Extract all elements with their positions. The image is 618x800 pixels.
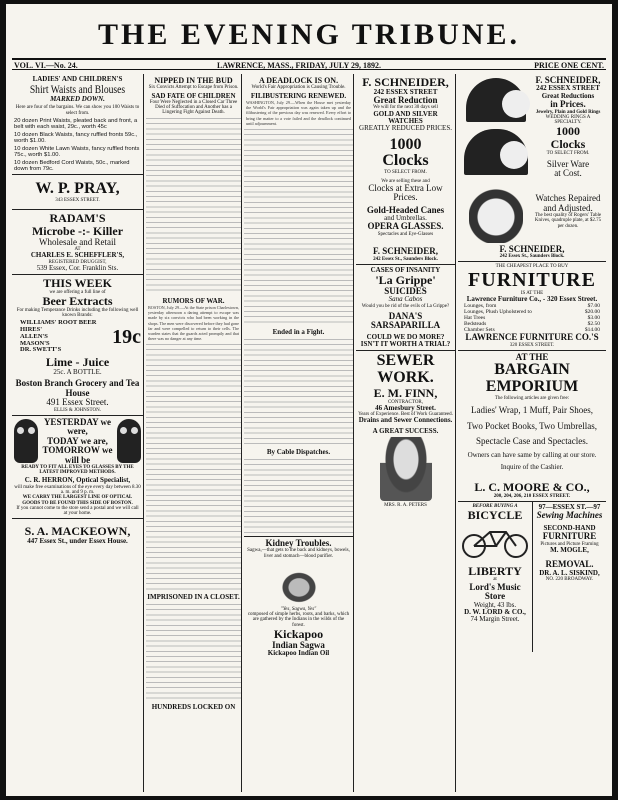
- ad-line: CONTRACTOR,: [387, 399, 424, 405]
- column-3: [244, 74, 354, 792]
- article-body: [244, 336, 353, 446]
- druggist-address: 539 Essex, Cor. Franklin Sts.: [36, 263, 119, 272]
- bargain-emporium-ad: [458, 351, 606, 502]
- doctor-name: DR. A. L. SISKIND,: [539, 568, 600, 577]
- ad-line: YESTERDAY we were,: [43, 416, 112, 437]
- ad-item: 10 dozen Black Waists, fancy ruffled fronts 59c., worth $1.00.: [14, 131, 138, 145]
- schneider-middle: [460, 125, 604, 178]
- furniture-ad: [458, 262, 606, 351]
- lime-juice-title: Lime - Juice: [45, 355, 110, 370]
- merchant-address: 447 Essex St., under Essex House.: [27, 536, 128, 545]
- clock-count: 1000: [556, 124, 580, 139]
- column-1: [12, 74, 144, 792]
- schneider-ad-left: [356, 74, 455, 265]
- ad-title: 'La Grippe': [375, 273, 436, 288]
- store-address: 491 Essex Street.: [46, 397, 109, 408]
- ad-title: Sewing Machines: [536, 510, 603, 521]
- ad-line: we are offering a full line of: [49, 289, 106, 295]
- ad-heading: LADIES' AND CHILDREN'S: [32, 75, 123, 83]
- optician-name: C. R. HERRON, Optical Specialist,: [24, 476, 131, 485]
- ad-line: SECOND-HAND: [543, 523, 596, 532]
- ad-line: Ladies' Wrap, 1 Muff, Pair Shoes,: [471, 405, 593, 416]
- article-body: [146, 341, 241, 591]
- ad-title: Shirt Waists and Blouses: [29, 82, 126, 97]
- ad-line: OPERA GLASSES.: [367, 221, 444, 232]
- ad-line: Weight, 43 lbs.: [473, 600, 517, 609]
- newspaper-page: [6, 4, 612, 796]
- headline: By Cable Dispatches.: [266, 448, 331, 457]
- schneider-top: [460, 76, 604, 125]
- article-body: [146, 601, 241, 701]
- ad-line: READY TO FIT ALL EYES TO GLASSES BY THE LATEST IMPROVED METHODS.: [21, 464, 134, 476]
- ad-subtitle: MARKED DOWN.: [50, 94, 105, 103]
- price-item: Hat Trees: [464, 315, 486, 322]
- headline: HUNDREDS LOCKED ON: [151, 703, 236, 712]
- ad-line: Two Pocket Books, Two Umbrellas,: [466, 420, 598, 431]
- headline: RUMORS OF WAR.: [162, 297, 225, 305]
- contractor-address: 46 Amesbury Street.: [375, 403, 436, 412]
- dateline: LAWRENCE, MASS., FRIDAY, JULY 29, 1892.: [217, 61, 381, 70]
- ad-line: Wholesale and Retail: [39, 236, 116, 247]
- ad-title: WORK.: [377, 369, 434, 387]
- store-name: LAWRENCE FURNITURE CO.'S: [465, 332, 599, 343]
- druggist-name: CHARLES E. SCHEFFLER'S,: [30, 251, 125, 260]
- sewing-machines-ad: [533, 502, 606, 652]
- brand-name: Kickapoo Indian Oil: [267, 648, 330, 657]
- ad-line: COULD WE DO MORE?: [366, 332, 445, 341]
- ad-item: 10 dozen White Lawn Waists, fancy ruffled fronts 75c., worth $1.00.: [14, 146, 140, 159]
- ad-line: Great Reduction: [373, 94, 438, 105]
- merchant-street: 242 ESSEX STREET: [536, 84, 600, 93]
- brands: [14, 320, 96, 354]
- ad-line: and Adjusted.: [543, 202, 593, 213]
- ladies-waists-ad: [12, 74, 143, 175]
- ad-line: FURNITURE: [542, 531, 597, 542]
- ad-title: BICYCLE: [467, 508, 523, 523]
- optical-ad: [12, 416, 143, 520]
- ad-line: IS AT THE: [520, 290, 544, 296]
- article-body: [244, 126, 353, 326]
- ad-title: FURNITURE: [468, 268, 596, 291]
- headline: FILIBUSTERING RENEWED.: [250, 92, 347, 100]
- product-title: Microbe -:- Killer: [31, 224, 124, 239]
- ad-line: TO SELECT FROM.: [546, 150, 590, 156]
- merchant-street: 242 ESSEX STREET: [373, 87, 438, 96]
- ad-line: will make free examinations of the eye every day between 8.30 a. m. and 9 p. m.: [14, 484, 141, 496]
- woman-portrait-illustration: [380, 437, 432, 501]
- brand: WILLIAMS' ROOT BEER: [20, 319, 97, 327]
- price: PRICE ONE CENT.: [534, 61, 604, 70]
- mantel-clock-illustration: [466, 78, 526, 122]
- ad-line: If you cannot come to the store send a postal and we will call at your home.: [16, 505, 139, 517]
- ad-line: WEDDING RINGS A SPECIALTY.: [545, 114, 591, 126]
- ad-line: and Umbrellas.: [384, 214, 427, 223]
- brand-name: Indian Sagwa: [272, 639, 325, 650]
- store-name: Lawrence Furniture Co., - 320 Essex Street.: [466, 294, 598, 303]
- bicycle-ad: [458, 502, 533, 652]
- mackeown-ad: [12, 519, 143, 551]
- ad-title: Beer Extracts: [42, 294, 113, 309]
- price-value: $3.00: [587, 315, 600, 322]
- brand-name: LIBERTY: [468, 563, 522, 578]
- ad-line: at Cost.: [554, 168, 582, 179]
- article-body: [146, 115, 241, 295]
- merchant-name: F. SCHNEIDER,: [535, 75, 601, 85]
- ad-line: Would you be rid of the evils of La Grippe?: [361, 303, 450, 309]
- ad-line: For making Temperance Drinks including the following well known Brands:: [16, 307, 139, 318]
- ad-line: TO SELECT FROM.: [384, 170, 427, 176]
- dana-sarsaparilla-ad: [356, 265, 455, 352]
- ad-line: AT THE: [515, 351, 549, 362]
- owl-row: [14, 418, 141, 465]
- ad-title: SEWER: [376, 352, 435, 370]
- schneider-bottom: [460, 179, 604, 245]
- merchant-name: F. SCHNEIDER,: [362, 75, 449, 89]
- ad-line: Years of Experience. Best of Work Guaranteed.: [358, 412, 453, 418]
- ad-line: The best quality of Rogers' Table Knives, quadruple plate, at $2.75 per dozen.: [534, 213, 602, 229]
- price-value: $20.00: [584, 309, 600, 316]
- ad-title: BARGAIN EMPORIUM: [485, 361, 579, 396]
- article-body: WASHINGTON, July 29.—When the House met yesterday the World's Fair appropriation was again taken up and the filibustering of the previous day was renewed. Every effort to bring the matter to a vote failed and the deadlock continued until adjournment.: [246, 100, 351, 126]
- ad-line: Pictures and Picture Framing: [540, 541, 599, 547]
- clock-count: 1000: [389, 135, 422, 153]
- ad-line: THE CHEAPEST PLACE TO BUY: [495, 264, 569, 270]
- kickapoo-ad: [244, 536, 353, 659]
- brand: ALLEN'S: [20, 332, 48, 340]
- ad-heading: A GREAT SUCCESS.: [372, 426, 439, 435]
- brand-name: SARSAPARILLA: [370, 320, 441, 331]
- brand-name: Kickapoo: [273, 626, 324, 641]
- ad-line: Sagwa,—that gets to the back and kidneys, bowels, liver and stomach—blood purifier.: [247, 548, 350, 559]
- newspaper-title: THE EVENING TRIBUNE.: [97, 18, 521, 51]
- ad-line: Clocks at Extra Low Prices.: [368, 182, 443, 203]
- store-owner: D. W. LORD & CO.,: [464, 607, 526, 616]
- ad-line: Great Reductions: [541, 91, 595, 100]
- merchant-address: 242 Essex St., Saunders Block.: [499, 254, 565, 260]
- masthead: [6, 4, 612, 70]
- owl-icon: [117, 419, 141, 463]
- ad-line: GREATLY REDUCED PRICES.: [359, 124, 452, 133]
- ad-line: SUICIDES: [384, 285, 427, 296]
- ad-line: TOMORROW we will be: [42, 445, 113, 465]
- ad-line: Drains and Sewer Connections.: [358, 416, 453, 425]
- clocks-label: Clocks: [382, 152, 429, 170]
- price-item: Lounges, Plush Upholstered to: [464, 309, 532, 316]
- merchant-name: F. SCHNEIDER,: [499, 243, 565, 254]
- ad-line: The following articles are given free:: [494, 395, 570, 401]
- radam-ad: [12, 210, 143, 275]
- bicycle-illustration: [460, 524, 530, 558]
- brand-price: 19c: [112, 325, 141, 348]
- ad-line: Inquire of the Cashier.: [500, 462, 564, 471]
- doctor-address: NO. 220 BROADWAY.: [545, 576, 594, 582]
- store-address: 97—ESSEX ST.—97: [538, 502, 601, 511]
- bottom-ads: [458, 502, 606, 652]
- ad-line: in Prices.: [550, 99, 586, 110]
- headline: SAD FATE OF CHILDREN: [151, 92, 236, 100]
- headline: NIPPED IN THE BUD: [154, 76, 233, 85]
- price-value: $14.00: [584, 327, 600, 334]
- brand: DR. SWETT'S: [20, 346, 62, 354]
- ad-heading: CASES OF INSANITY: [370, 265, 441, 274]
- ad-line: We will for the next 30 days sell: [373, 105, 438, 111]
- ad-line: BEFORE BUYING A: [472, 503, 518, 509]
- ad-line: "Yes, Sagwa, Yes": [280, 606, 317, 612]
- subheadline: Six Convicts Attempt to Escape from Prison.: [148, 85, 239, 90]
- ad-line: Owners can have same by calling at our store.: [467, 451, 597, 460]
- beer-extracts-ad: [12, 275, 143, 416]
- brand: MASON'S: [20, 339, 50, 347]
- ad-heading: Kidney Troubles.: [265, 538, 332, 549]
- ad-line: Spectacles and Eye-Glasses: [377, 231, 434, 237]
- brand-name: DANA'S: [388, 310, 423, 321]
- indian-portrait-illustration: [269, 561, 329, 605]
- column-4: [356, 74, 456, 792]
- pray-ad: [12, 175, 143, 210]
- sewer-work-ad: [356, 351, 455, 510]
- price-item: Lounges, from: [464, 303, 497, 310]
- store-address: 320 ESSEX STREET.: [509, 342, 555, 348]
- merchant-name: S. A. MACKEOWN,: [24, 524, 131, 539]
- headline: IMPRISONED IN A CLOSET.: [147, 593, 240, 602]
- store-name: Lord's Music Store: [469, 581, 521, 602]
- store-name: L. C. MOORE & CO.,: [474, 480, 590, 495]
- clock-illustration: [464, 129, 528, 175]
- price-value: $7.00: [587, 303, 600, 310]
- subheadline: Four Were Neglected in a Closed Car Three Died of Suffocation and Another has a Lingering Fight Against Death.: [149, 100, 238, 115]
- store-owners: ELLIS & JOHNSTON.: [54, 407, 101, 413]
- product-name: RADAM'S: [49, 211, 106, 226]
- ad-line: TODAY we are,: [47, 435, 108, 446]
- portrait-caption: MRS. R. A. PETERS: [384, 503, 427, 509]
- brand-list: [14, 318, 141, 356]
- ad-line: Sana Cabos: [388, 295, 423, 304]
- schneider-ad-right: [458, 74, 606, 262]
- ad-line: Gold-Headed Canes: [366, 204, 445, 215]
- clocks-label: Clocks: [550, 136, 586, 151]
- headline: A DEADLOCK IS ON.: [258, 76, 339, 85]
- column-2: [146, 74, 242, 792]
- article-body: BOSTON, July 29.—At the State prison Charlestown, yesterday afternoon a daring attempt to escape was made by six convicts who had been working in the shops. The men were discovered before they had gone far and were compelled to return to their cells. The warden states that the guards acted promptly and that there was no danger at any time.: [148, 305, 239, 342]
- pocket-watch-illustration: [469, 181, 523, 243]
- ad-line: GOLD AND SILVER WATCHES: [373, 109, 438, 125]
- merchant-address: 343 ESSEX STREET.: [55, 198, 100, 204]
- store-address: 200, 204, 206, 210 ESSEX STREET.: [493, 493, 571, 499]
- notice-heading: REMOVAL.: [545, 559, 594, 570]
- subheadline: World's Fair Appropriation is Causing Trouble.: [251, 85, 346, 90]
- ad-line: Jewelry, Plain and Gold Rings: [535, 109, 601, 115]
- merchant-name: F. SCHNEIDER,: [373, 246, 438, 257]
- brand: HIRES': [20, 326, 43, 334]
- price-item: Chamber Sets: [464, 327, 495, 334]
- ad-line: REGISTERED DRUGGIST,: [48, 259, 107, 265]
- ad-intro: Here are four of the bargains. We can show you 100 Waists to select from.: [15, 105, 140, 116]
- merchant-name: M. MOGLE,: [550, 545, 589, 554]
- ad-line: Watches Repaired: [535, 193, 601, 204]
- volume-number: VOL. VI.—No. 24.: [14, 61, 78, 70]
- column-5: [458, 74, 606, 792]
- store-name: Boston Branch Grocery and Tea House: [15, 378, 140, 398]
- ad-item: 20 dozen Print Waists, pleated back and front, a belt with each waist, 29c., worth 45c: [14, 117, 138, 130]
- ad-line: at: [493, 577, 497, 583]
- ad-line: AT: [74, 247, 81, 253]
- headline: Ended in a Fight.: [272, 328, 325, 337]
- ad-line: We are selling these and: [381, 178, 430, 184]
- ad-item: 10 dozen Bedford Cord Waists, 50c., marked down from 79c.: [14, 160, 130, 173]
- price-item: Bedsteads: [464, 321, 487, 328]
- ad-line: WE CARRY THE LARGEST LINE OF OPTICAL GOODS TO BE FOUND THIS SIDE OF BOSTON.: [22, 495, 133, 506]
- article-body: [244, 456, 353, 536]
- ad-line: ISN'T IT WORTH A TRIAL?: [360, 339, 451, 348]
- store-address: 74 Margin Street.: [470, 615, 520, 624]
- merchant-name: W. P. PRAY,: [35, 180, 120, 198]
- dateline-bar: [12, 58, 606, 70]
- lime-juice-price: 25c. A BOTTLE.: [53, 367, 102, 376]
- ad-line: Silver Ware: [546, 158, 590, 169]
- owl-icon: [14, 419, 38, 463]
- ad-line: Spectacle Case and Spectacles.: [476, 436, 588, 446]
- ad-line: composed of simple herbs, roots, and barks, which are gathered by the Indians in the wilds of the forest.: [247, 612, 350, 628]
- ad-heading: THIS WEEK: [43, 276, 112, 291]
- price-value: $2.50: [587, 321, 600, 328]
- contractor-name: E. M. FINN,: [373, 385, 438, 400]
- merchant-address: 242 Essex St., Saunders Block.: [373, 256, 438, 262]
